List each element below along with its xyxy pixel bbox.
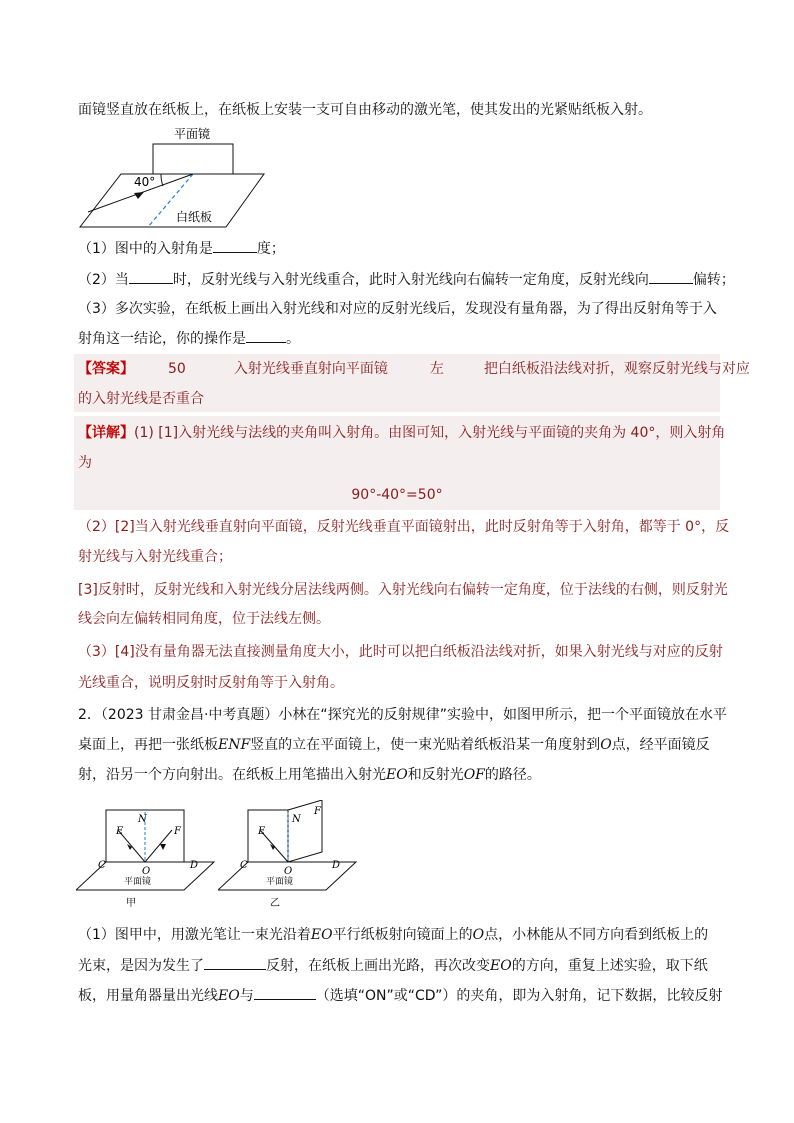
answer-1: 50 — [168, 361, 186, 377]
q2-p1-line3-eo: EO — [218, 988, 240, 1004]
q1-part1-text-a: （1）图中的入射角是 — [78, 241, 213, 257]
q1-part2-text-a: （2）当 — [78, 272, 129, 288]
detail-line2: 为 — [78, 455, 92, 471]
q2-p1-line2-a: 光束，是因为发生了 — [78, 958, 204, 974]
q1-blank-3[interactable] — [649, 269, 693, 284]
jia-label-n: N — [138, 814, 147, 825]
q2-line3-c: 的路径。 — [484, 767, 541, 783]
q1-blank-2[interactable] — [129, 269, 173, 284]
q2-p1-line2 — [78, 955, 708, 976]
q2-p1-line2-c: 的方向，重复上述实验，取下纸 — [511, 958, 708, 974]
intro-text: 面镜竖直放在纸板上，在纸板上安装一支可自由移动的激光笔，使其发出的光紧贴纸板入射。 — [78, 102, 652, 118]
yi-label-c: C — [240, 860, 248, 871]
yi-board-left — [248, 810, 288, 862]
q2-p1-b: 平行纸板射向镜面上的 — [332, 927, 473, 943]
mirror-board-figure — [76, 126, 276, 230]
detail-2-line2: 射光线与入射光线重合； — [78, 549, 232, 565]
q2-p1-a: （1）图甲中，用激光笔让一束光沿着 — [78, 927, 311, 943]
q1-part2 — [78, 269, 735, 290]
yi-label-o: O — [284, 866, 293, 877]
detail-3-line2: 线会向左偏转相同角度，位于法线左侧。 — [78, 611, 330, 627]
q1-part3-line1: （3）多次实验，在纸板上画出入射光线和对应的反射光线后，发现没有量角器，为了得出反射角等于入 — [78, 301, 717, 317]
answer-3: 左 — [429, 361, 444, 377]
q2-p1-line3 — [78, 985, 722, 1006]
q2-line3-a: 射，沿另一个方向射出。在纸板上用笔描出入射光 — [78, 767, 386, 783]
q2-eo: EO — [386, 767, 408, 783]
yi-label-n: N — [292, 814, 301, 825]
detail-4-line2: 光线重合，说明反射时反射角等于入射角。 — [78, 675, 344, 691]
yi-label-f: F — [314, 806, 321, 817]
detail-line1 — [78, 423, 725, 443]
q1-part3-text-a: 射角这一结论，你的操作是 — [78, 331, 246, 347]
q2-of: OF — [463, 767, 485, 783]
q2-line2-b: 竖直的立在平面镜上，使一束光贴着纸板沿某一角度射到 — [250, 737, 601, 753]
q2-line3 — [78, 765, 541, 785]
q2-line1: 2．（2023 甘肃金昌·中考真题）小林在“探究光的反射规律”实验中，如图甲所示，把一个平面镜放在水平 — [78, 707, 727, 723]
answer-tag: 【答案】 — [78, 361, 134, 377]
q2-blank-1[interactable] — [204, 955, 266, 970]
q1-part1 — [78, 238, 285, 259]
q2-line2-a: 桌面上，再把一张纸板 — [78, 737, 218, 753]
q2-line2 — [78, 735, 710, 755]
answer-line1 — [78, 359, 750, 379]
figure-jia — [76, 800, 216, 912]
q2-p1-o: O — [472, 927, 485, 943]
q2-p1-line1 — [78, 925, 708, 945]
jia-label-f: F — [174, 826, 181, 837]
q2-p1-line3-c: （选填“ON”或“CD”）的夹角，即为入射角，记下数据，比较反射 — [315, 988, 723, 1004]
yi-label-e: E — [258, 826, 266, 837]
mirror-label: 平面镜 — [174, 127, 211, 141]
detail-tag: 【详解】 — [78, 425, 134, 441]
yi-caption: 乙 — [270, 898, 280, 909]
q1-part2-text-b: 时，反射光线与入射光线重合，此时入射光线向右偏转一定角度，反射光线向 — [172, 272, 649, 288]
q1-blank-4[interactable] — [246, 328, 286, 343]
q2-p1-eo: EO — [310, 927, 333, 943]
board-label: 白纸板 — [176, 210, 213, 224]
q2-p1-line2-eo: EO — [490, 958, 512, 974]
angle-label: 40° — [134, 175, 156, 189]
answer-line2: 的入射光线是否重合 — [78, 391, 204, 407]
mirror-rect — [153, 144, 233, 174]
q2-line3-b: 和反射光 — [407, 767, 464, 783]
q1-part1-text-b: 度； — [256, 241, 285, 257]
jia-label-d: D — [190, 860, 199, 871]
detail-2-line1: （2）[2]当入射光线垂直射向平面镜，反射光线垂直平面镜射出，此时反射角等于入射角，都等于 0°，反 — [78, 519, 730, 535]
q2-p1-line3-a: 板，用量角器量出光线 — [78, 988, 218, 1004]
jia-mirror-label: 平面镜 — [124, 877, 152, 887]
q1-blank-1[interactable] — [213, 238, 257, 253]
detail-1-text: (1) [1]入射光线与法线的夹角叫入射角。由图可知，入射光线与平面镜的夹角为 40°，则入射角 — [134, 425, 726, 441]
q2-p1-c: 点，小林能从不同方向看到纸板上的 — [484, 927, 709, 943]
q2-p1-line2-b: 反射，在纸板上画出光路，再次改变 — [266, 958, 490, 974]
detail-formula: 90°-40°=50° — [351, 487, 443, 503]
jia-label-o: O — [142, 866, 151, 877]
figure-yi — [218, 800, 358, 912]
yi-mirror-label: 平面镜 — [266, 877, 294, 887]
q1-part3-line2 — [78, 328, 300, 349]
jia-caption: 甲 — [126, 898, 136, 909]
q2-blank-2[interactable] — [254, 985, 316, 1000]
q2-line2-c: 点，经平面镜反 — [611, 737, 710, 753]
answer-4: 把白纸板沿法线对折，观察反射光线与对应 — [483, 361, 750, 377]
yi-label-d: D — [332, 860, 341, 871]
jia-label-e: E — [116, 826, 124, 837]
q1-part3-text-b: 。 — [286, 331, 300, 347]
angle-arc — [161, 174, 163, 186]
answer-2: 入射光线垂直射向平面镜 — [233, 361, 388, 377]
ray-arrow — [134, 192, 144, 199]
detail-4-line1: （3）[4]没有量角器无法直接测量角度大小，此时可以把白纸板沿法线对折，如果入射光线与对应的反射 — [78, 644, 723, 660]
q2-enf: ENF — [218, 737, 251, 753]
q2-o: O — [600, 737, 612, 753]
detail-3-line1: [3]反射时，反射光线和入射光线分居法线两侧。入射光线向右偏转一定角度，位于法线的右侧，则反射光 — [78, 582, 728, 598]
jia-label-c: C — [98, 860, 106, 871]
q2-p1-line3-b: 与 — [239, 988, 254, 1004]
q1-part2-text-c: 偏转； — [692, 272, 735, 288]
